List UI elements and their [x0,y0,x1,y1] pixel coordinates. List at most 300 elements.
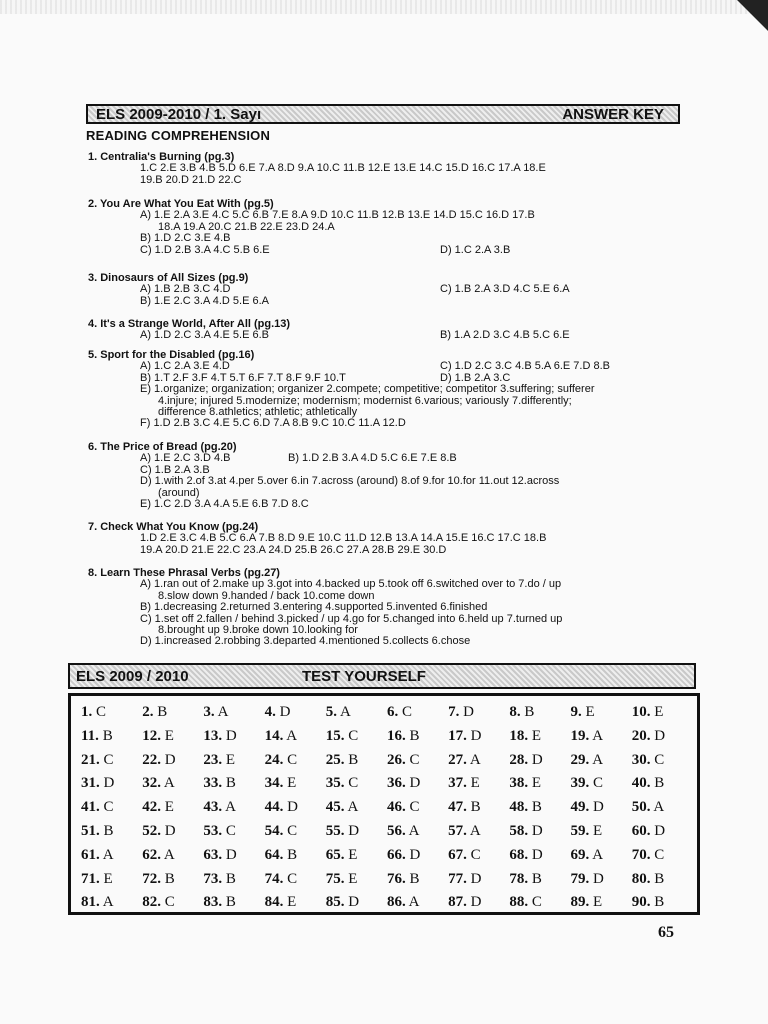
question-number: 9. [570,704,582,720]
answer-letter: D [463,704,474,720]
question-number: 56. [386,822,406,839]
question-number: 78. [509,870,529,887]
answer-letter: C [470,846,481,863]
answer-line: 1.C 2.E 3.B 4.B 5.D 6.E 7.A 8.D 9.A 10.C 11.B 12.E 13.E 14.C 15.D 16.C 17.A 18.E [140,162,546,175]
answer-line: B) 1.E 2.C 3.A 4.D 5.E 6.A [140,294,270,307]
answer-cell [81,799,142,823]
answer-letter: D [593,870,604,887]
answer-cell [142,728,203,752]
answer-letter: B [531,799,542,816]
answer-cell [571,752,632,776]
question-number: 62. [142,846,161,863]
answer-cell [632,823,693,847]
answer-cell [571,847,632,871]
answer-letter: B [654,775,665,792]
question-number: 80. [631,870,651,887]
answer-cell [509,704,570,728]
section-7 [88,522,688,556]
question-number: 1. [81,704,93,720]
answer-letter: A [102,894,114,911]
answer-letter: C [348,727,359,744]
answer-cell [448,752,509,776]
answer-cell [81,847,142,871]
answer-line: C) 1.D 2.C 3.C 4.B 5.A 6.E 7.D 8.B [440,360,610,373]
answer-line: difference 8.athletics; athletic; athletically [158,406,358,419]
question-number: 67. [448,846,467,863]
question-number: 90. [631,894,651,911]
answer-letter: D [470,870,482,887]
section-heading: 7. Check What You Know (pg.24) [88,521,259,533]
answer-letter: A [286,727,298,744]
year-title: ELS 2009 / 2010 [76,668,189,685]
answer-cell [265,799,326,823]
question-number: 82. [142,894,161,911]
answer-key-banner [86,104,680,124]
answer-letter: B [102,727,113,744]
question-number: 10. [631,704,651,720]
question-number: 70. [631,846,651,863]
answer-letter: C [654,751,665,768]
answer-cell [203,871,264,895]
question-number: 20. [631,727,651,744]
question-number: 65. [325,846,345,863]
answer-letter: A [592,846,604,863]
answer-letter: B [531,870,542,887]
answer-letter: C [654,846,665,863]
answer-letter: A [592,727,604,744]
question-number: 4. [264,704,276,720]
answer-line: A) 1.E 2.A 3.E 4.C 5.C 6.B 7.E 8.A 9.D 10.C 11.B 12.B 13.E 14.D 15.C 16.D 17.B [140,209,535,222]
test-yourself-answer-grid [68,693,700,915]
answer-cell [571,894,632,918]
answer-cell [81,704,142,728]
answer-letter: A [469,751,481,768]
answer-cell [632,775,693,799]
answer-letter: A [339,704,351,720]
answer-cell [632,847,693,871]
question-number: 7. [448,704,460,720]
answer-line: 19.B 20.D 21.D 22.C [140,173,242,186]
answer-cell [571,704,632,728]
answer-cell [265,728,326,752]
answer-cell [571,775,632,799]
question-number: 54. [264,822,284,839]
answer-letter: E [531,775,541,792]
answer-line: E) 1.organize; organization; organizer 2.compete; competitive; competitor 3.suffering; sufferer [140,383,595,396]
question-number: 16. [386,727,406,744]
question-number: 49. [570,799,590,816]
answer-letter: D [279,704,291,720]
answer-line: A) 1.C 2.A 3.E 4.D [140,360,230,373]
answer-cell [326,752,387,776]
answer-cell [326,823,387,847]
answer-cell [203,752,264,776]
answer-cell [142,871,203,895]
answer-line: B) 1.D 2.C 3.E 4.B [140,232,231,245]
answer-letter: E [103,870,113,887]
answer-line: 4.injure; injured 5.modernize; modernism; modernist 6.various; variously 7.differently; [158,394,572,407]
answer-letter: A [469,822,481,839]
answer-line: C) 1.B 2.A 3.D 4.C 5.E 6.A [440,283,570,296]
answer-letter: B [654,870,665,887]
answer-cell [509,728,570,752]
answer-line: C) 1.D 2.B 3.A 4.C 5.B 6.E [140,243,270,256]
answer-cell [203,775,264,799]
question-number: 8. [509,704,521,720]
question-number: 22. [142,751,161,768]
answer-cell [387,894,448,918]
answer-letter: D [531,846,543,863]
question-number: 6. [386,704,399,720]
answer-letter: D [470,894,482,911]
answer-cell [448,799,509,823]
answer-letter: B [470,799,481,816]
question-number: 33. [203,775,223,792]
question-number: 84. [264,894,284,911]
section-heading: 8. Learn These Phrasal Verbs (pg.27) [88,567,280,579]
section-heading: 3. Dinosaurs of All Sizes (pg.9) [88,272,249,284]
answer-letter: D [409,775,421,792]
answer-letter: C [401,704,412,720]
answer-cell [142,847,203,871]
answer-cell [632,752,693,776]
answer-cell [509,847,570,871]
question-number: 17. [448,727,467,744]
section-heading: 6. The Price of Bread (pg.20) [88,441,237,453]
answer-cell [571,823,632,847]
answer-cell [326,847,387,871]
answer-letter: B [225,894,236,911]
answer-cell [387,775,448,799]
question-number: 12. [142,727,161,744]
answer-letter: C [593,775,604,792]
question-number: 39. [570,775,590,792]
answer-line: C) 1.set off 2.fallen / behind 3.picked / up 4.go for 5.changed into 6.held up 7.turned up [140,612,563,625]
answer-cell [265,894,326,918]
answer-letter: E [287,894,297,911]
answer-cell [326,799,387,823]
question-number: 35. [325,775,345,792]
question-number: 47. [448,799,467,816]
answer-cell [81,775,142,799]
question-number: 57. [448,822,467,839]
answer-cell [326,775,387,799]
answer-letter: D [470,727,482,744]
question-number: 41. [81,799,100,816]
answer-letter: E [470,775,480,792]
scan-edge [0,0,768,14]
answer-cell [265,775,326,799]
answer-letter: B [348,751,359,768]
section-1 [88,152,688,186]
answer-cell [203,704,264,728]
answer-letter: A [217,704,229,720]
question-number: 44. [264,799,284,816]
answer-letter: D [225,727,237,744]
answer-cell [448,728,509,752]
answer-cell [632,728,693,752]
answer-letter: C [164,894,175,911]
answer-line: E) 1.C 2.D 3.A 4.A 5.E 6.B 7.D 8.C [140,498,309,511]
issue-title: ELS 2009-2010 / 1. Sayı [96,106,262,123]
question-number: 73. [203,870,223,887]
answer-line: D) 1.increased 2.robbing 3.departed 4.mentioned 5.collects 6.chose [140,635,471,648]
answer-letter: C [409,799,420,816]
question-number: 63. [203,846,223,863]
answer-line: 8.brought up 9.broke down 10.looking for [158,624,358,637]
answer-letter: E [531,727,541,744]
answer-cell [265,871,326,895]
answer-line: B) 1.decreasing 2.returned 3.entering 4.supported 5.invented 6.finished [140,601,488,614]
answer-cell [81,752,142,776]
answer-line: 1.D 2.E 3.C 4.B 5.C 6.A 7.B 8.D 9.E 10.C 11.D 12.B 13.A 14.A 15.E 16.C 17.C 18.B [140,532,547,545]
answer-letter: A [592,751,604,768]
answer-line: B) 1.D 2.B 3.A 4.D 5.C 6.E 7.E 8.B [288,452,457,465]
question-number: 32. [142,775,161,792]
section-5 [88,350,688,430]
answer-line: 18.A 19.A 20.C 21.B 22.E 23.D 24.A [158,220,335,233]
question-number: 5. [325,704,337,720]
answer-cell [387,799,448,823]
section-title: READING COMPREHENSION [86,128,271,143]
answer-cell [571,871,632,895]
answer-letter: E [593,822,603,839]
question-number: 50. [631,799,651,816]
answer-line: C) 1.B 2.A 3.B [140,463,210,476]
question-number: 31. [81,775,100,792]
question-number: 24. [264,751,284,768]
answer-cell [203,894,264,918]
answer-letter: D [164,751,176,768]
answer-letter: D [348,822,360,839]
answer-cell [203,728,264,752]
answer-letter: D [348,894,360,911]
answer-letter: E [348,870,358,887]
answer-letter: D [531,751,543,768]
answer-line: F) 1.D 2.B 3.C 4.E 5.C 6.D 7.A 8.B 9.C 10.C 11.A 12.D [140,417,406,430]
question-number: 14. [264,727,284,744]
question-number: 13. [203,727,223,744]
answer-letter: B [524,704,535,720]
answer-cell [448,823,509,847]
answer-line: A) 1.E 2.C 3.D 4.B [140,452,231,465]
answer-cell [265,847,326,871]
question-number: 69. [570,846,590,863]
answer-cell [142,775,203,799]
answer-letter: D [225,846,237,863]
test-yourself-label: TEST YOURSELF [302,668,426,685]
answer-cell [203,799,264,823]
question-number: 79. [570,870,590,887]
answer-letter: E [654,704,664,720]
question-number: 43. [203,799,223,816]
answer-cell [509,799,570,823]
question-number: 86. [386,894,406,911]
question-number: 72. [142,870,161,887]
answer-cell [142,823,203,847]
answer-cell [326,871,387,895]
question-number: 21. [81,751,100,768]
answer-cell [203,823,264,847]
question-number: 51. [81,822,100,839]
question-number: 64. [264,846,284,863]
answer-cell [265,704,326,728]
answer-cell [509,775,570,799]
answer-letter: C [348,775,359,792]
answer-letter: C [287,870,298,887]
question-number: 19. [570,727,590,744]
answer-letter: C [103,751,114,768]
answer-letter: C [96,704,107,720]
question-number: 59. [570,822,590,839]
answer-letter: E [225,751,236,768]
page-number: 65 [658,924,674,941]
answer-cell [142,704,203,728]
answer-letter: C [287,822,298,839]
answer-cell [326,894,387,918]
answer-cell [448,775,509,799]
question-number: 89. [570,894,590,911]
question-number: 38. [509,775,529,792]
answer-cell [387,847,448,871]
answer-row [88,453,688,464]
answer-letter: A [225,799,236,816]
question-number: 61. [81,846,100,863]
answer-cell [326,704,387,728]
answer-cell [203,847,264,871]
answer-letter: E [164,727,174,744]
answer-key-label: ANSWER KEY [562,106,664,123]
answer-cell [571,728,632,752]
answer-cell [387,871,448,895]
answer-letter: B [225,870,236,887]
answer-letter: C [103,799,114,816]
question-number: 27. [448,751,467,768]
question-number: 55. [325,822,345,839]
answer-line: A) 1.ran out of 2.make up 3.got into 4.backed up 5.took off 6.switched over to 7.do / up [140,578,562,591]
question-number: 60. [631,822,651,839]
question-number: 52. [142,822,161,839]
answer-letter: D [409,846,421,863]
question-number: 68. [509,846,529,863]
question-number: 53. [203,822,223,839]
answer-cell [632,871,693,895]
section-4 [88,319,688,342]
answer-line: B) 1.A 2.D 3.C 4.B 5.C 6.E [440,329,570,342]
question-number: 46. [386,799,406,816]
answer-cell [509,894,570,918]
answer-letter: C [287,751,298,768]
answer-letter: C [531,894,542,911]
answer-letter: D [593,799,604,816]
answer-line: A) 1.D 2.C 3.A 4.E 5.E 6.B [140,329,270,342]
question-number: 87. [448,894,467,911]
answer-row [88,373,688,384]
section-8 [88,568,688,648]
question-number: 58. [509,822,529,839]
answer-cell [509,871,570,895]
question-number: 25. [325,751,345,768]
question-number: 75. [325,870,345,887]
question-number: 30. [631,751,651,768]
answer-line: 19.A 20.D 21.E 22.C 23.A 24.D 25.B 26.C 27.A 28.B 29.E 30.D [140,543,447,556]
answer-letter: A [653,799,665,816]
answer-grid [81,704,693,918]
answer-cell [326,728,387,752]
test-yourself-banner [68,663,696,689]
answer-cell [448,871,509,895]
answer-cell [81,894,142,918]
answer-letter: A [102,846,114,863]
page-corner-fold [734,0,768,34]
answer-cell [142,894,203,918]
answer-cell [509,823,570,847]
answer-cell [632,799,693,823]
answer-cell [448,847,509,871]
question-number: 37. [448,775,467,792]
answer-line: B) 1.T 2.F 3.F 4.T 5.T 6.F 7.T 8.F 9.F 10.T [140,371,346,384]
question-number: 85. [325,894,345,911]
question-number: 29. [570,751,590,768]
answer-letter: A [163,775,175,792]
answer-letter: B [287,846,298,863]
answer-row [88,330,688,341]
answer-letter: C [409,751,420,768]
answer-letter: E [593,894,603,911]
answer-letter: E [287,775,297,792]
answer-line: D) 1.B 2.A 3.C [440,371,511,384]
answer-cell [81,823,142,847]
answer-line: D) 1.C 2.A 3.B [440,243,511,256]
answer-cell [142,752,203,776]
answer-cell [632,894,693,918]
answer-letter: D [103,775,115,792]
question-number: 40. [631,775,651,792]
answer-cell [387,823,448,847]
question-number: 83. [203,894,223,911]
answer-letter: D [287,799,298,816]
section-heading: 1. Centralia's Burning (pg.3) [88,151,235,163]
answer-cell [387,752,448,776]
question-number: 48. [509,799,529,816]
answer-cell [448,894,509,918]
answer-letter: B [409,727,420,744]
answer-letter: A [408,894,420,911]
question-number: 28. [509,751,529,768]
answer-letter: B [157,704,168,720]
question-number: 77. [448,870,467,887]
question-number: 36. [386,775,406,792]
answer-letter: B [409,870,420,887]
answer-letter: E [164,799,174,816]
question-number: 18. [509,727,529,744]
answer-row [88,245,688,256]
answer-line: (around) [158,486,200,499]
answer-cell [632,704,693,728]
answer-letter: B [654,894,665,911]
answer-letter: C [225,822,236,839]
answer-letter: E [348,846,358,863]
answer-cell [571,799,632,823]
question-number: 2. [142,704,154,720]
answer-line: 8.slow down 9.handed / back 10.come down [158,589,375,602]
answer-letter: B [164,870,175,887]
question-number: 71. [81,870,100,887]
section-2 [88,199,688,256]
answer-cell [387,728,448,752]
answer-cell [509,752,570,776]
answer-cell [448,704,509,728]
